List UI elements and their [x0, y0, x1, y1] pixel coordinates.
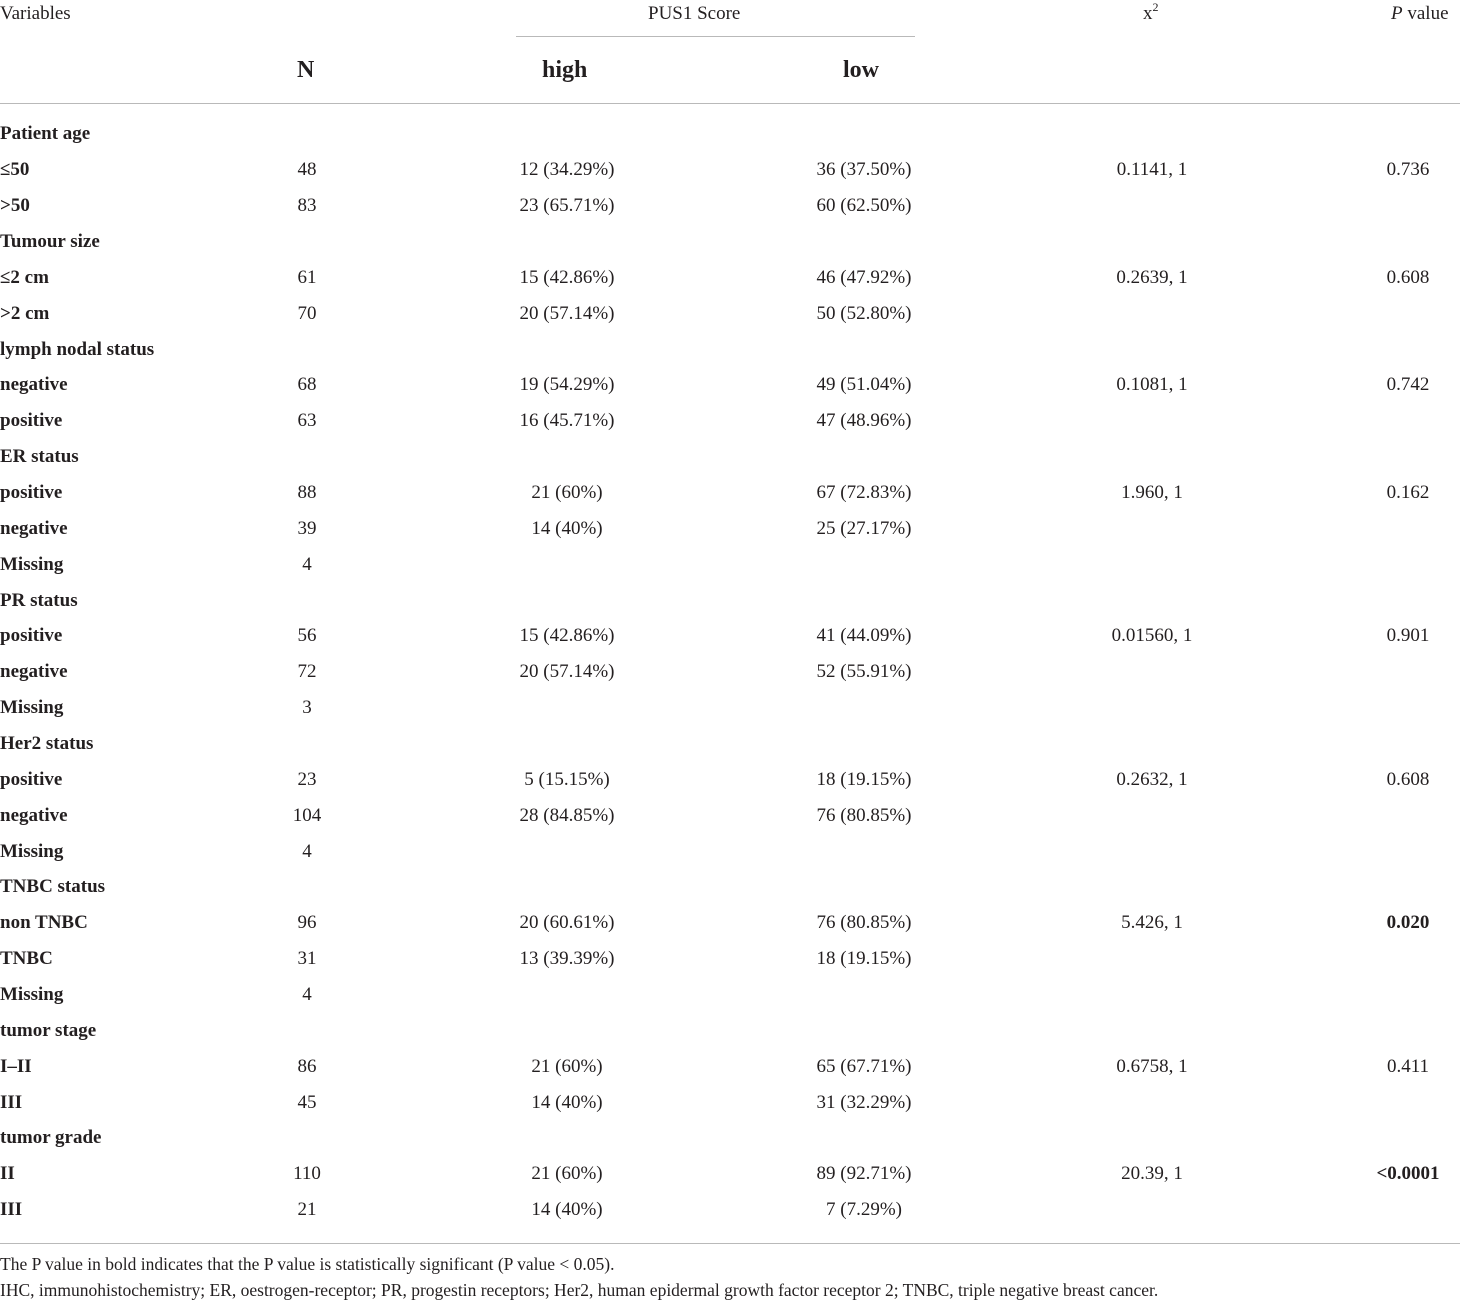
cell-low: 36 (37.50%) [816, 159, 912, 181]
cell-low [720, 546, 1008, 582]
cell-low [720, 439, 1008, 475]
cell-high: 20 (57.14%) [519, 302, 615, 324]
cell-x2: 1.960, 1 [1121, 482, 1183, 504]
cell-x2 [1008, 510, 1296, 546]
table-row [0, 367, 1460, 403]
cell-low [720, 224, 1008, 260]
table-row [0, 797, 1460, 833]
cell-x2 [1008, 941, 1296, 977]
cell-high: 13 (39.39%) [519, 948, 615, 970]
cell-n [200, 331, 414, 367]
table-row [0, 510, 1460, 546]
cell-high [414, 869, 720, 905]
header-p-rest: value [1402, 3, 1449, 24]
cell-x2 [1008, 833, 1296, 869]
cell-variable: ER status [0, 446, 79, 468]
cell-variable: ≤50 [0, 159, 30, 181]
cell-n [200, 869, 414, 905]
table-row [0, 1048, 1460, 1084]
cell-variable: negative [0, 804, 68, 826]
cell-n: 68 [297, 374, 317, 396]
cell-x2 [1008, 331, 1296, 367]
cell-low: 7 (7.29%) [826, 1199, 902, 1221]
cell-high [414, 1012, 720, 1048]
cell-x2 [1008, 1084, 1296, 1120]
table-row [0, 941, 1460, 977]
cell-high: 28 (84.85%) [519, 804, 615, 826]
cell-x2 [1008, 869, 1296, 905]
cell-p [1296, 690, 1460, 726]
table-row [0, 1084, 1460, 1120]
cell-p: 0.608 [1386, 266, 1430, 288]
cell-n [200, 224, 414, 260]
cell-low: 49 (51.04%) [816, 374, 912, 396]
cell-variable: Her2 status [0, 733, 94, 755]
cell-p [1296, 331, 1460, 367]
cell-variable: tumor stage [0, 1019, 97, 1041]
cell-p [1296, 1084, 1460, 1120]
cell-p [1296, 726, 1460, 762]
pus1-score-underline [516, 36, 915, 37]
cell-x2 [1008, 224, 1296, 260]
cell-x2 [1008, 295, 1296, 331]
cell-low: 47 (48.96%) [816, 410, 912, 432]
table-row [0, 833, 1460, 869]
cell-p: 0.901 [1386, 625, 1430, 647]
cell-variable: Tumour size [0, 231, 100, 252]
cell-x2 [1008, 797, 1296, 833]
cell-high [414, 690, 720, 726]
cell-p: 0.162 [1386, 482, 1430, 504]
cell-p [1296, 224, 1460, 260]
cell-variable: negative [0, 661, 68, 683]
cell-variable: Missing [0, 984, 64, 1006]
cell-high: 15 (42.86%) [519, 266, 615, 288]
footnote-abbreviations: IHC, immunohistochemistry; ER, oestrogen-receptor; PR, progestin receptors; Her2, human epidermal growth factor receptor 2; TNBC, triple negative breast cancer. [0, 1280, 1159, 1300]
cell-variable: Missing [0, 553, 64, 575]
cell-p: 0.736 [1386, 159, 1430, 181]
cell-high: 19 (54.29%) [519, 374, 615, 396]
table-body [0, 116, 1460, 1228]
table-row [0, 188, 1460, 224]
cell-variable: tumor grade [0, 1127, 102, 1149]
cell-low: 25 (27.17%) [816, 517, 912, 539]
table-group-row [0, 726, 1460, 762]
cell-high [414, 1120, 720, 1156]
cell-variable: >2 cm [0, 302, 50, 324]
header-low: low [843, 57, 879, 83]
cell-n: 4 [302, 984, 312, 1006]
cell-low: 52 (55.91%) [816, 661, 912, 683]
cell-n: 56 [297, 625, 317, 647]
cell-p: 0.020 [1386, 912, 1430, 934]
cell-p [1296, 869, 1460, 905]
table-row [0, 654, 1460, 690]
header-n: N [297, 57, 315, 83]
cell-low: 60 (62.50%) [816, 195, 912, 217]
cell-high: 15 (42.86%) [519, 625, 615, 647]
cell-low: 65 (67.71%) [816, 1055, 912, 1077]
cell-variable: negative [0, 374, 68, 396]
cell-n: 96 [297, 912, 317, 934]
cell-p [1296, 977, 1460, 1013]
cell-variable: positive [0, 625, 63, 647]
table-row [0, 1192, 1460, 1228]
cell-p: <0.0001 [1376, 1163, 1440, 1185]
cell-x2: 5.426, 1 [1121, 912, 1183, 934]
cell-variable: Missing [0, 840, 64, 862]
cell-low: 18 (19.15%) [816, 768, 912, 790]
cell-variable: TNBC [0, 948, 53, 970]
header-x2-base: x [1143, 3, 1153, 24]
header-bottom-rule [0, 103, 1460, 104]
cell-x2 [1008, 439, 1296, 475]
cell-x2 [1008, 977, 1296, 1013]
cell-variable: Missing [0, 697, 64, 719]
cell-p [1296, 654, 1460, 690]
cell-x2 [1008, 1192, 1296, 1228]
cell-p [1296, 116, 1460, 152]
header-p-italic: P [1391, 3, 1403, 24]
cell-high: 5 (15.15%) [524, 768, 610, 790]
cell-n: 48 [297, 159, 317, 181]
cell-low: 41 (44.09%) [816, 625, 912, 647]
header-variables: Variables [0, 3, 71, 24]
cell-low: 46 (47.92%) [816, 266, 912, 288]
cell-low: 18 (19.15%) [816, 948, 912, 970]
cell-high: 21 (60%) [531, 1163, 603, 1185]
cell-high: 14 (40%) [531, 1091, 603, 1113]
cell-x2 [1008, 1012, 1296, 1048]
cell-n: 72 [297, 661, 317, 683]
cell-p [1296, 510, 1460, 546]
cell-high: 20 (57.14%) [519, 661, 615, 683]
header-x2 [1143, 0, 1159, 24]
table-row [0, 546, 1460, 582]
table-row [0, 977, 1460, 1013]
cell-n [200, 726, 414, 762]
cell-low [720, 869, 1008, 905]
cell-high: 21 (60%) [531, 482, 603, 504]
cell-variable: TNBC status [0, 876, 106, 898]
table-group-row [0, 224, 1460, 260]
cell-low: 50 (52.80%) [816, 302, 912, 324]
cell-n: 3 [302, 697, 312, 719]
table-row [0, 1156, 1460, 1192]
cell-variable: I–II [0, 1055, 32, 1077]
cell-high [414, 439, 720, 475]
cell-p [1296, 797, 1460, 833]
cell-p [1296, 1120, 1460, 1156]
cell-low [720, 116, 1008, 152]
cell-variable: non TNBC [0, 912, 88, 934]
header-high: high [542, 57, 588, 83]
cell-low: 67 (72.83%) [816, 482, 912, 504]
cell-variable: III [0, 1091, 23, 1113]
cell-n [200, 1120, 414, 1156]
cell-p [1296, 403, 1460, 439]
table-row [0, 259, 1460, 295]
cell-n: 45 [297, 1091, 317, 1113]
cell-high [414, 546, 720, 582]
cell-x2: 0.2639, 1 [1116, 266, 1188, 288]
cell-variable: positive [0, 482, 63, 504]
cell-p [1296, 582, 1460, 618]
cell-low: 76 (80.85%) [816, 804, 912, 826]
cell-low [720, 582, 1008, 618]
cell-n [200, 116, 414, 152]
table-group-row [0, 1012, 1460, 1048]
cell-variable: positive [0, 410, 63, 432]
cell-low [720, 331, 1008, 367]
cell-low [720, 833, 1008, 869]
cell-high [414, 582, 720, 618]
cell-p [1296, 1192, 1460, 1228]
table-bottom-rule [0, 1243, 1460, 1244]
cell-variable: Patient age [0, 123, 91, 145]
table-group-row [0, 439, 1460, 475]
cell-n: 4 [302, 553, 312, 575]
cell-x2: 0.1141, 1 [1116, 159, 1188, 181]
cell-p [1296, 439, 1460, 475]
cell-x2 [1008, 188, 1296, 224]
cell-high: 12 (34.29%) [519, 159, 615, 181]
table-row [0, 905, 1460, 941]
cell-n: 61 [297, 266, 317, 288]
cell-variable: positive [0, 768, 63, 790]
table-row [0, 475, 1460, 511]
cell-low: 89 (92.71%) [816, 1163, 912, 1185]
table-row [0, 403, 1460, 439]
cell-p [1296, 188, 1460, 224]
cell-variable: III [0, 1199, 23, 1221]
cell-p: 0.742 [1386, 374, 1430, 396]
cell-high: 14 (40%) [531, 517, 603, 539]
data-table [0, 116, 1460, 1228]
cell-p: 0.608 [1386, 768, 1430, 790]
cell-high: 16 (45.71%) [519, 410, 615, 432]
cell-x2 [1008, 654, 1296, 690]
table-group-row [0, 1120, 1460, 1156]
cell-low: 76 (80.85%) [816, 912, 912, 934]
cell-n: 21 [297, 1199, 317, 1221]
cell-high: 23 (65.71%) [519, 195, 615, 217]
cell-low [720, 726, 1008, 762]
cell-n: 31 [297, 948, 317, 970]
cell-x2 [1008, 546, 1296, 582]
cell-p [1296, 295, 1460, 331]
cell-p [1296, 941, 1460, 977]
cell-n: 83 [297, 195, 317, 217]
table-group-row [0, 331, 1460, 367]
cell-n: 4 [302, 840, 312, 862]
cell-x2 [1008, 403, 1296, 439]
cell-high: 21 (60%) [531, 1055, 603, 1077]
cell-high [414, 977, 720, 1013]
cell-low: 31 (32.29%) [816, 1091, 912, 1113]
footnote-significance: The P value in bold indicates that the P value is statistically significant (P value < 0.05). [0, 1254, 615, 1274]
cell-variable: >50 [0, 195, 30, 217]
header-pus1-score: PUS1 Score [648, 3, 741, 24]
cell-x2 [1008, 690, 1296, 726]
table-group-row [0, 116, 1460, 152]
cell-variable: PR status [0, 589, 78, 611]
cell-x2: 0.1081, 1 [1116, 374, 1188, 396]
cell-p [1296, 1012, 1460, 1048]
cell-n: 104 [292, 804, 322, 826]
table-row [0, 152, 1460, 188]
cell-n: 39 [297, 517, 317, 539]
table-group-row [0, 869, 1460, 905]
cell-x2: 0.6758, 1 [1116, 1055, 1188, 1077]
cell-low [720, 977, 1008, 1013]
cell-n: 110 [293, 1163, 321, 1185]
cell-n [200, 1012, 414, 1048]
cell-x2: 0.01560, 1 [1111, 625, 1193, 647]
cell-low [720, 1120, 1008, 1156]
cell-n: 23 [297, 768, 317, 790]
cell-p: 0.411 [1386, 1055, 1430, 1077]
cell-low [720, 690, 1008, 726]
cell-high: 14 (40%) [531, 1199, 603, 1221]
header-p-value [1391, 4, 1449, 23]
cell-n: 70 [297, 302, 317, 324]
cell-x2 [1008, 726, 1296, 762]
cell-variable: II [0, 1163, 15, 1185]
cell-x2 [1008, 116, 1296, 152]
cell-variable: negative [0, 517, 68, 539]
cell-n: 88 [297, 482, 317, 504]
cell-p [1296, 833, 1460, 869]
cell-n: 63 [297, 410, 317, 432]
cell-low [720, 1012, 1008, 1048]
cell-x2 [1008, 582, 1296, 618]
cell-x2 [1008, 1120, 1296, 1156]
cell-high [414, 116, 720, 152]
cell-high [414, 331, 720, 367]
table-group-row [0, 582, 1460, 618]
cell-x2: 0.2632, 1 [1116, 768, 1188, 790]
cell-x2: 20.39, 1 [1121, 1163, 1183, 1185]
cell-high [414, 833, 720, 869]
cell-high [414, 726, 720, 762]
table-row [0, 761, 1460, 797]
cell-n: 86 [297, 1055, 317, 1077]
table-row [0, 295, 1460, 331]
header-x2-sup: 2 [1152, 0, 1159, 14]
cell-variable: lymph nodal status [0, 338, 155, 360]
cell-variable: ≤2 cm [0, 266, 49, 288]
cell-p [1296, 546, 1460, 582]
cell-high [414, 224, 720, 260]
table-row [0, 690, 1460, 726]
cell-n [200, 439, 414, 475]
table-row [0, 618, 1460, 654]
cell-n [200, 582, 414, 618]
cell-high: 20 (60.61%) [519, 912, 615, 934]
